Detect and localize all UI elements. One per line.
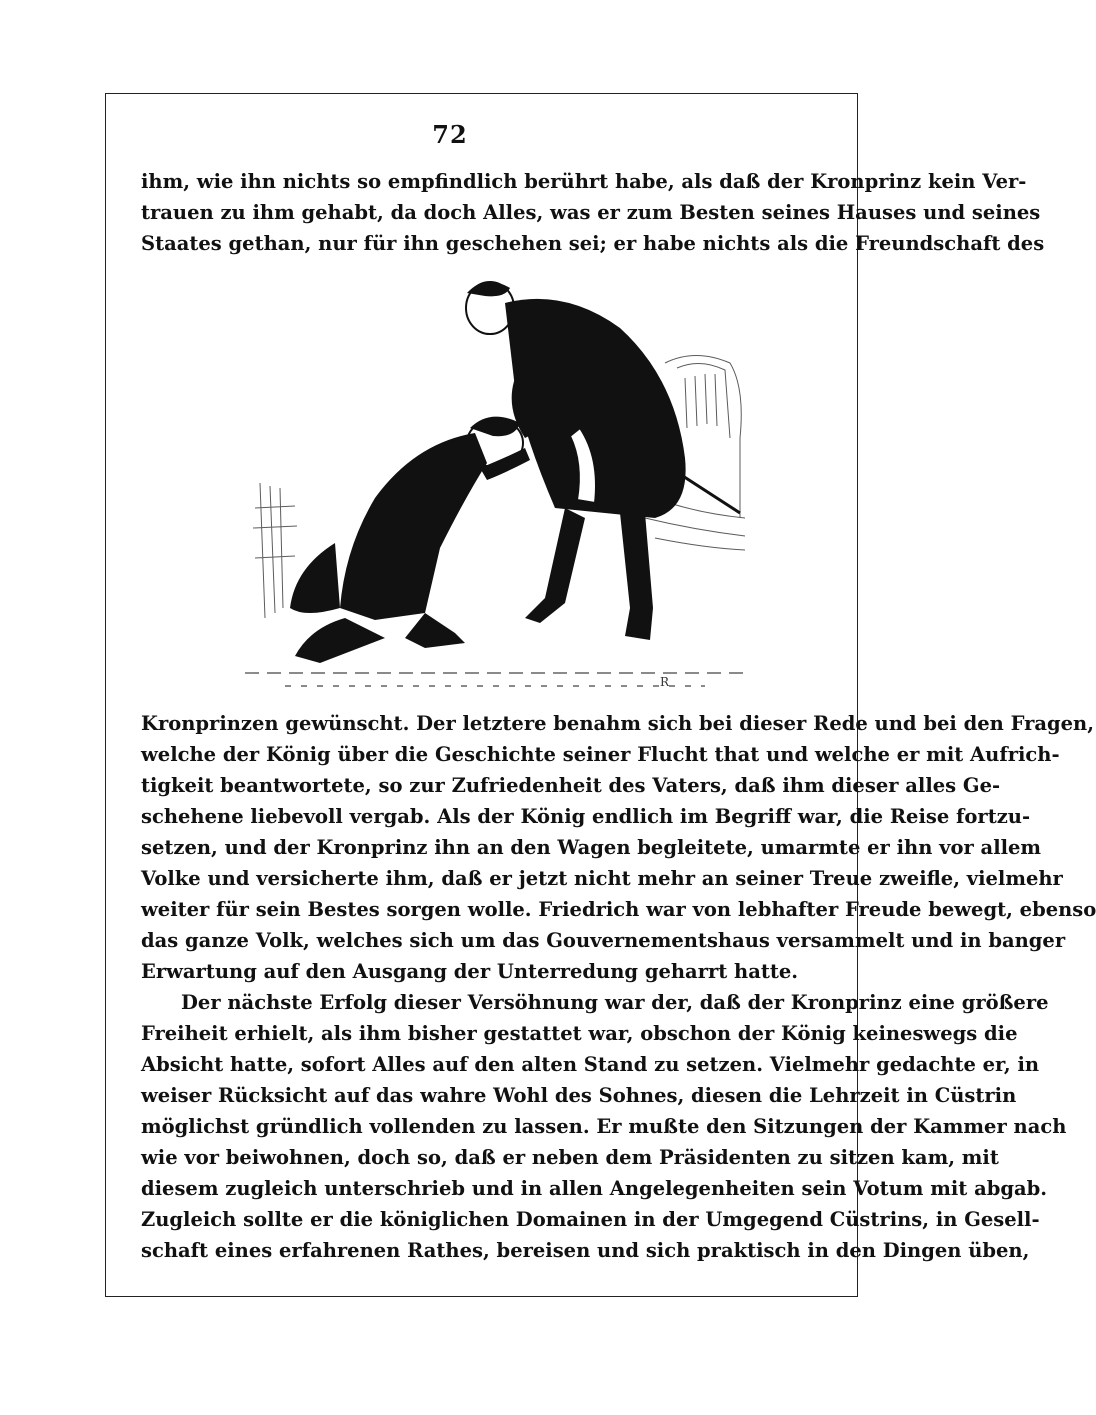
illustration-signature: R (660, 675, 670, 689)
page-number: 72 (432, 120, 468, 149)
text-line: Volke und versicherte ihm, daß er jetzt nicht mehr an seiner Treue zweifle, vielmehr (141, 867, 1063, 890)
text-line: Erwartung auf den Ausgang der Unterredung geharrt hatte. (141, 960, 799, 983)
text-line: trauen zu ihm gehabt, da doch Alles, was er zum Besten seines Hauses und seines (141, 201, 1041, 224)
text-line: Kronprinzen gewünscht. Der letztere benahm sich bei dieser Rede und bei den Fragen, (141, 712, 1094, 735)
text-line: Absicht hatte, sofort Alles auf den alten Stand zu setzen. Vielmehr gedachte er, in (141, 1053, 1040, 1076)
text-line: schehene liebevoll vergab. Als der König endlich im Begriff war, die Reise fortzu- (141, 805, 1031, 828)
text-line: welche der König über die Geschichte seiner Flucht that und welche er mit Aufrich- (141, 743, 1060, 766)
text-line: weiser Rücksicht auf das wahre Wohl des Sohnes, diesen die Lehrzeit in Cüstrin (141, 1084, 1017, 1107)
text-line: schaft eines erfahrenen Rathes, bereisen und sich praktisch in den Dingen üben, (141, 1239, 1030, 1262)
text-line: tigkeit beantwortete, so zur Zufriedenheit des Vaters, daß ihm dieser alles Ge- (141, 774, 1001, 797)
text-line: setzen, und der Kronprinz ihn an den Wagen begleitete, umarmte er ihn vor allem (141, 836, 1042, 859)
text-line: möglichst gründlich vollenden zu lassen. Er mußte den Sitzungen der Kammer nach (141, 1115, 1067, 1138)
text-line: Staates gethan, nur für ihn geschehen sei; er habe nichts als die Freundschaft des (141, 232, 1045, 255)
text-line: wie vor beiwohnen, doch so, daß er neben dem Präsidenten zu sitzen kam, mit (141, 1146, 999, 1169)
text-line: weiter für sein Bestes sorgen wolle. Friedrich war von lebhafter Freude bewegt, ebenso (141, 898, 1096, 921)
text-line: Freiheit erhielt, als ihm bisher gestattet war, obschon der König keineswegs die (141, 1022, 1018, 1045)
text-line: das ganze Volk, welches sich um das Gouvernementshaus versammelt und in banger (141, 929, 1066, 952)
engraving-illustration (225, 268, 760, 698)
text-line: diesem zugleich unterschrieb und in allen Angelegenheiten sein Votum mit abgab. (141, 1177, 1048, 1200)
text-line: Der nächste Erfolg dieser Versöhnung war der, daß der Kronprinz eine größere (181, 991, 1049, 1014)
text-line: ihm, wie ihn nichts so empfindlich berührt habe, als daß der Kronprinz kein Ver- (141, 170, 1027, 193)
text-line: Zugleich sollte er die königlichen Domainen in der Umgegend Cüstrins, in Gesell- (141, 1208, 1040, 1231)
